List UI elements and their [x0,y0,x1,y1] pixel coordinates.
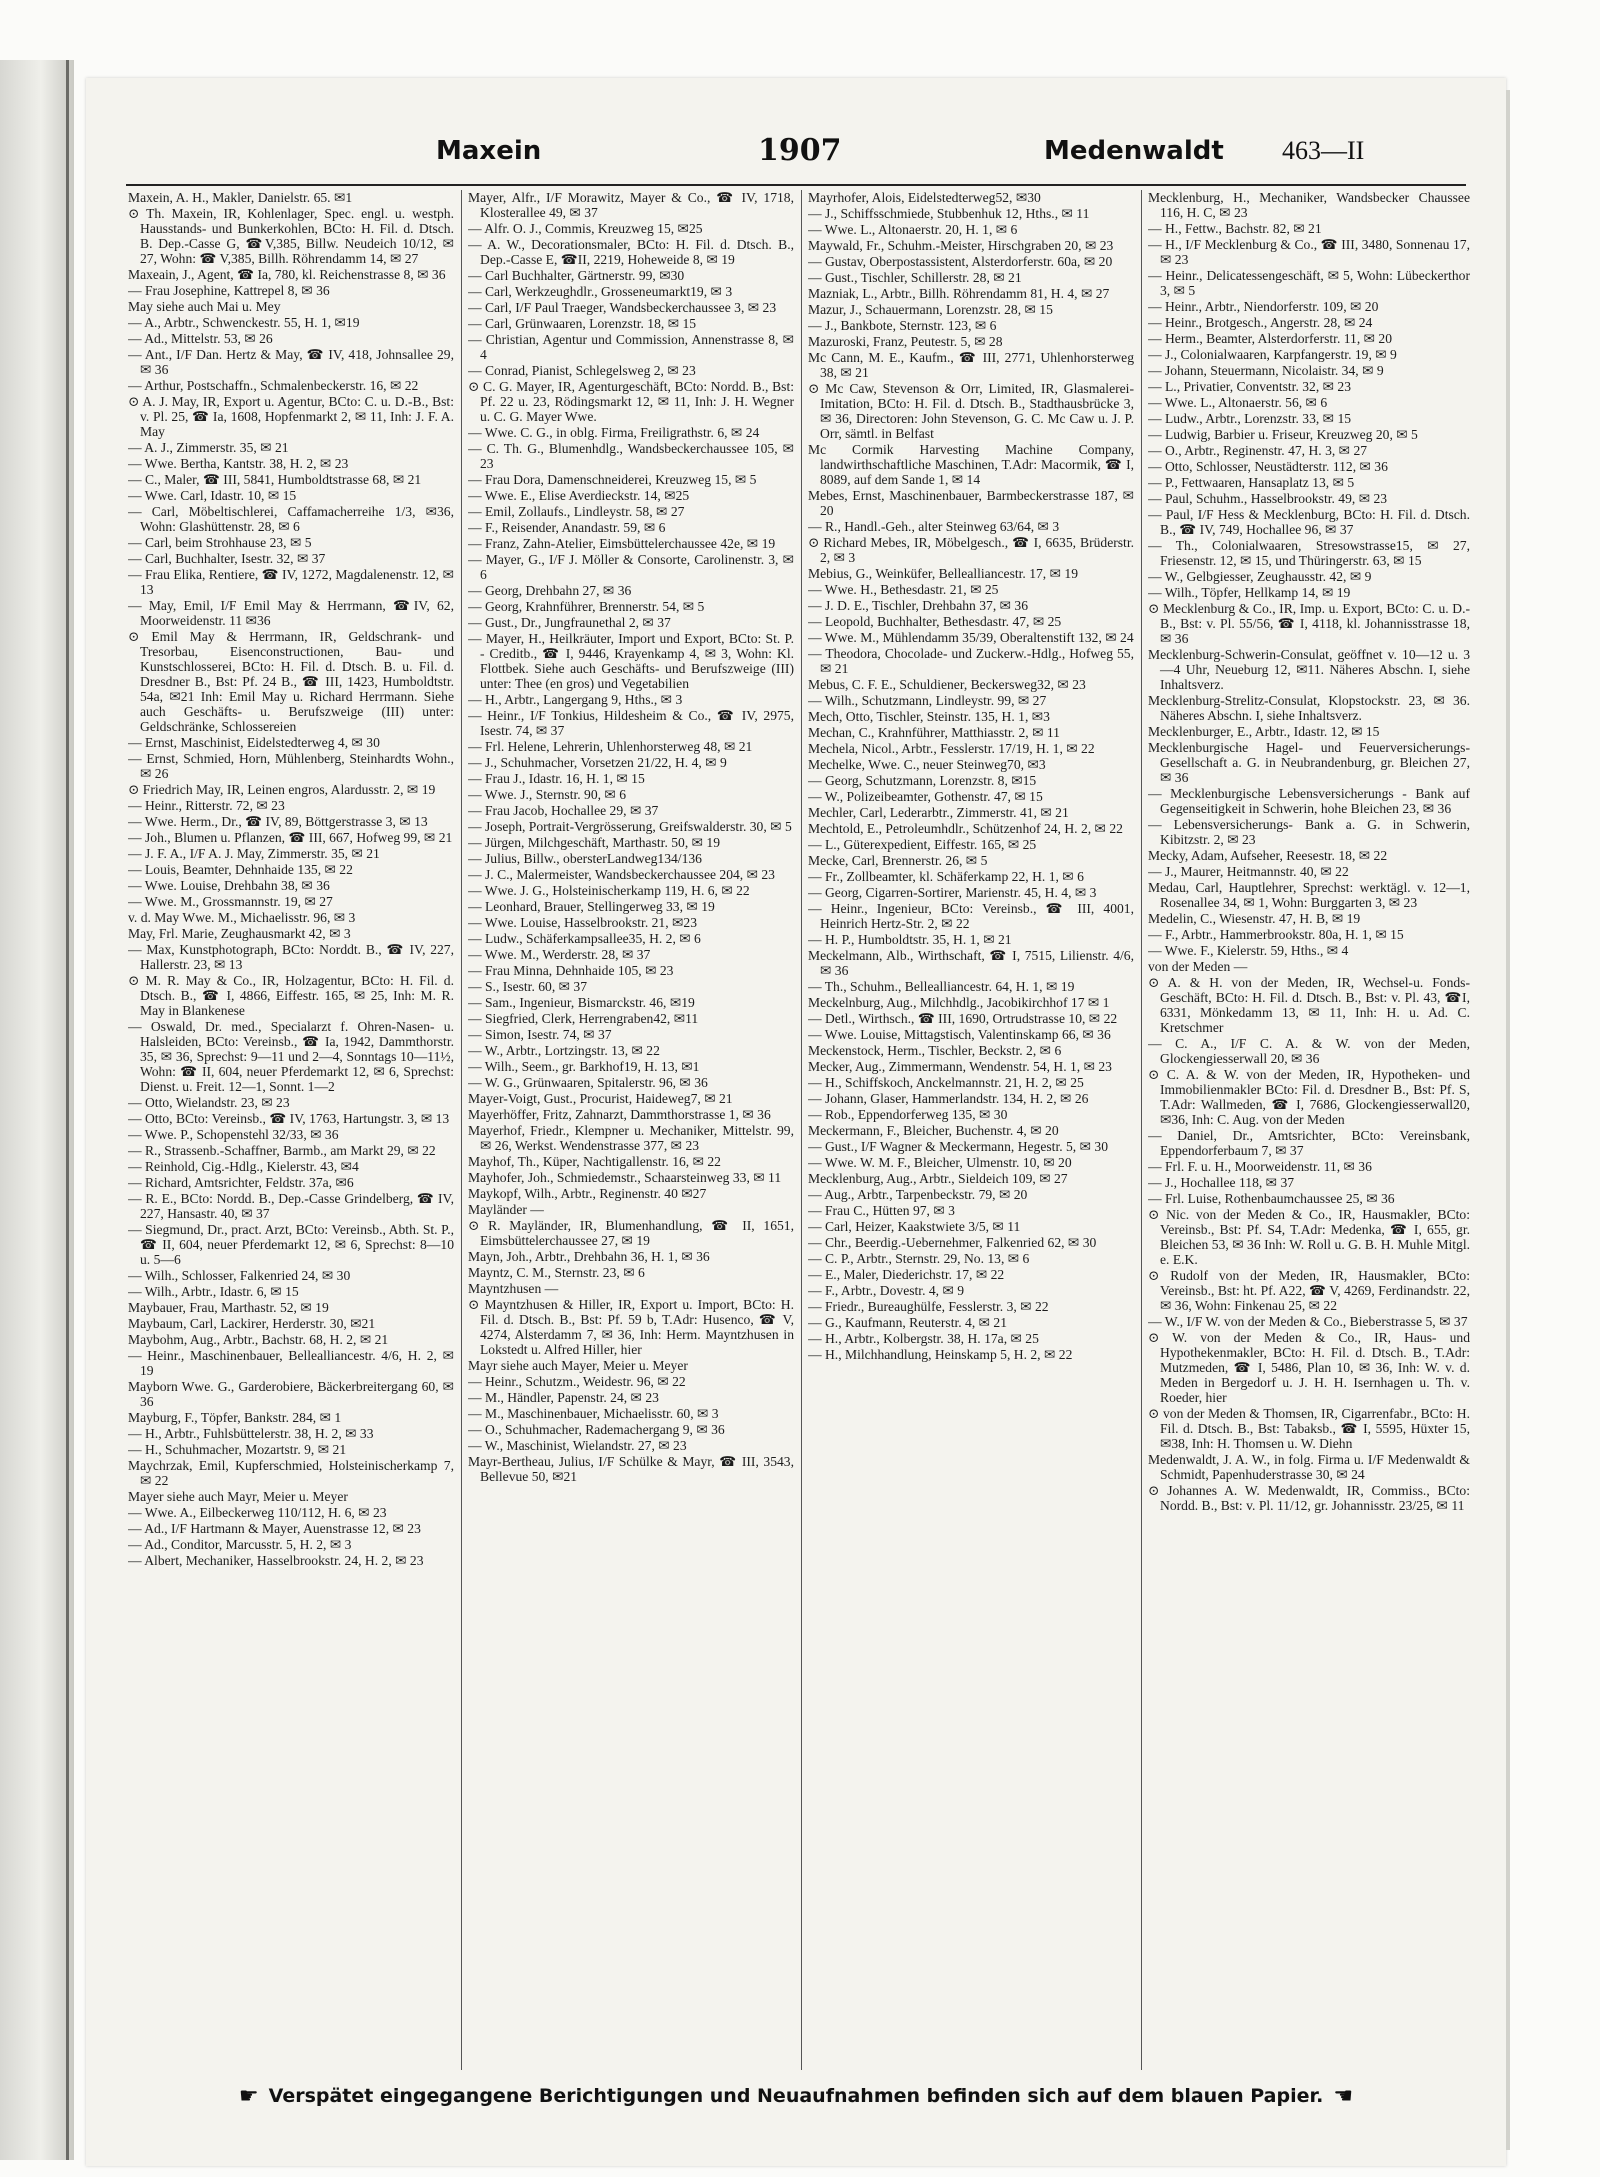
directory-entry: — W., I/F W. von der Meden & Co., Bieberstrasse 5, ✉ 37 [1148,1314,1468,1329]
book-spine [0,60,74,2160]
directory-entry: Mayntzhusen — [468,1281,559,1296]
header-first-entry: Maxein [436,136,542,166]
directory-entry: Mayburg, F., Töpfer, Bankstr. 284, ✉ 1 [128,1410,342,1425]
directory-entry: v. d. May Wwe. M., Michaelisstr. 96, ✉ 3 [128,910,356,925]
directory-entry: Maybohm, Aug., Arbtr., Bachstr. 68, H. 2, ✉ 21 [128,1332,389,1347]
directory-entry: — C. Th. G., Blumenhdlg., Wandsbeckerchaussee 105, ✉ 23 [468,441,794,471]
directory-entry: Mechtold, E., Petroleumhdlr., Schützenhof 24, H. 2, ✉ 22 [808,821,1123,836]
directory-entry: — Ant., I/F Dan. Hertz & May, ☎ IV, 418, Johnsallee 29, ✉ 36 [128,347,454,377]
directory-entry: Maychrzak, Emil, Kupferschmied, Holsteinischerkamp 7, ✉ 22 [128,1458,454,1488]
directory-entry: Maybaum, Carl, Lackirer, Herderstr. 30, ✉21 [128,1316,376,1331]
directory-entry: — H., I/F Mecklenburg & Co., ☎ III, 3480, Sonnenau 17, ✉ 23 [1148,237,1470,267]
directory-entry: Mecklenburger, E., Arbtr., Idastr. 12, ✉ 15 [1148,724,1380,739]
directory-entry: ⊙ M. R. May & Co., IR, Holzagentur, BCto: H. Fil. d. Dtsch. B., ☎ I, 4866, Eiffestr. 165, ✉ 25, Inh: M. R. May in Blankenese [128,973,454,1018]
directory-entry: — Frau C., Hütten 97, ✉ 3 [808,1203,955,1218]
directory-entry: — Ernst, Schmied, Horn, Mühlenberg, Steinhardts Wohn., ✉ 26 [128,751,454,781]
directory-entry: — W., Gelbgiesser, Zeughausstr. 42, ✉ 9 [1148,569,1372,584]
directory-entry: Mayr siehe auch Mayer, Meier u. Meyer [468,1358,688,1373]
directory-entry: — Frau Dora, Damenschneiderei, Kreuzweg 15, ✉ 5 [468,472,757,487]
directory-entry: — Franz, Zahn-Atelier, Eimsbüttelerchaussee 42e, ✉ 19 [468,536,776,551]
directory-entry: — Wwe. C. G., in oblg. Firma, Freiligrathstr. 6, ✉ 24 [468,425,760,440]
directory-entry: Meckenstock, Herm., Tischler, Beckstr. 2, ✉ 6 [808,1043,1062,1058]
directory-entry: — Detl., Wirthsch., ☎ III, 1690, Ortrudstrasse 10, ✉ 22 [808,1011,1118,1026]
directory-entry: — Wwe. M., Werderstr. 28, ✉ 37 [468,947,651,962]
directory-entry: Mecklenburg-Strelitz-Consulat, Klopstockstr. 23, ✉ 36. Näheres Abschn. I, siehe Inhaltsverz. [1148,693,1470,723]
directory-entry: — Paul, Schuhm., Hasselbrookstr. 49, ✉ 23 [1148,491,1388,506]
directory-entry: ⊙ Mayntzhusen & Hiller, IR, Export u. Import, BCto: H. Fil. d. Dtsch. B., Bst: Pf. 59 b, T.Adr: Husenco, ☎ V, 4274, Alsterdamm 7, ✉ 36, Inh: Herm. Mayntzhusen in Lokstedt u. Alfred Hiller, hier [468,1297,794,1357]
directory-entry: — P., Fettwaaren, Hansaplatz 13, ✉ 5 [1148,475,1355,490]
directory-entry: Meckelmann, Alb., Wirthschaft, ☎ I, 7515, Lilienstr. 4/6, ✉ 36 [808,948,1134,978]
directory-entry: — Carl, Heizer, Kaakstwiete 3/5, ✉ 11 [808,1219,1021,1234]
directory-entry: May siehe auch Mai u. Mey [128,299,281,314]
column-4 [1148,190,1470,2070]
directory-entry: — Otto, Wielandstr. 23, ✉ 23 [128,1095,290,1110]
directory-entry: Mayer, Alfr., I/F Morawitz, Mayer & Co., ☎ IV, 1718, Klosterallee 49, ✉ 37 [468,190,794,220]
directory-entry: — C. P., Arbtr., Sternstr. 29, No. 13, ✉ 6 [808,1251,1030,1266]
directory-entry: — Wilh., Arbtr., Idastr. 6, ✉ 15 [128,1284,299,1299]
page-footer-notice [126,2084,1466,2114]
directory-entry: — Julius, Billw., obersterLandweg134/136 [468,851,702,866]
directory-entry: — W., Polizeibeamter, Gothenstr. 47, ✉ 15 [808,789,1043,804]
directory-entry: — Albert, Mechaniker, Hasselbrookstr. 24, H. 2, ✉ 23 [128,1553,424,1568]
directory-entry: — R., Handl.-Geh., alter Steinweg 63/64, ✉ 3 [808,519,1060,534]
directory-entry: — Wwe. W. M. F., Bleicher, Ulmenstr. 10, ✉ 20 [808,1155,1072,1170]
directory-entry: Mechler, Carl, Lederarbtr., Zimmerstr. 41, ✉ 21 [808,805,1069,820]
directory-entry: Meckelnburg, Aug., Milchhdlg., Jacobikirchhof 17 ✉ 1 [808,995,1110,1010]
directory-entry: — H., Schiffskoch, Anckelmannstr. 21, H. 2, ✉ 25 [808,1075,1084,1090]
directory-entry: — Wwe. J., Sternstr. 90, ✉ 6 [468,787,627,802]
directory-entry: ⊙ Emil May & Herrmann, IR, Geldschrank- und Tresorbau, Eisenconstructionen, Bau- und Kunstschlosserei, BCto: H. Fil. d. Dtsch. B. u. Fil. d. Dresdner B., Bst: Pf. 24 B., ☎ III, 1423, Humboldtstr. 54a, ✉21 Inh: Emil May u. Richard Herrmann. Siehe auch Geschäfts- u. Berufszweige (III) unter: Geldschränke, Schlossereien [128,629,454,734]
directory-entry: Meckermann, F., Bleicher, Buchenstr. 4, ✉ 20 [808,1123,1059,1138]
directory-entry: ⊙ Friedrich May, IR, Leinen engros, Alardusstr. 2, ✉ 19 [128,782,436,797]
directory-entry: — O., Arbtr., Reginenstr. 47, H. 3, ✉ 27 [1148,443,1368,458]
directory-entry: — Wwe. F., Kielerstr. 59, Hths., ✉ 4 [1148,943,1349,958]
directory-entry: — Siegfried, Clerk, Herrengraben42, ✉11 [468,1011,699,1026]
directory-entry: Mech, Otto, Tischler, Steinstr. 135, H. 1, ✉3 [808,709,1050,724]
directory-entry: — Conrad, Pianist, Schlegelsweg 2, ✉ 23 [468,363,696,378]
directory-entry: — Johann, Glaser, Hammerlandstr. 134, H. 2, ✉ 26 [808,1091,1089,1106]
directory-entry: ⊙ C. A. & W. von der Meden, IR, Hypotheken- und Immobilienmakler BCto: Fil. d. Dresdner B., Bst: Pf. S, T.Adr: Wallmeden, ☎ I, 7686, Glockengiesserwall20, ✉36, Inh: C. Aug. von der Meden [1148,1067,1470,1127]
directory-entry: Mayn, Joh., Arbtr., Drehbahn 36, H. 1, ✉ 36 [468,1249,710,1264]
directory-entry: — Heinr., Schutzm., Weidestr. 96, ✉ 22 [468,1374,686,1389]
directory-entry: Maywald, Fr., Schuhm.-Meister, Hirschgraben 20, ✉ 23 [808,238,1114,253]
directory-entry: — Jürgen, Milchgeschäft, Marthastr. 50, ✉ 19 [468,835,721,850]
directory-entry: — L., Privatier, Conventstr. 32, ✉ 23 [1148,379,1352,394]
directory-entry: Mecklenburg, Aug., Arbtr., Sieldeich 109, ✉ 27 [808,1171,1068,1186]
directory-entry: — J., Colonialwaaren, Karpfangerstr. 19, ✉ 9 [1148,347,1397,362]
directory-entry: — Frau Minna, Dehnhaide 105, ✉ 23 [468,963,674,978]
directory-entry: — Wilh., Töpfer, Hellkamp 14, ✉ 19 [1148,585,1351,600]
directory-entry: — R. E., BCto: Nordd. B., Dep.-Casse Grindelberg, ☎ IV, 227, Hansastr. 40, ✉ 37 [128,1191,454,1221]
directory-entry: — Alfr. O. J., Commis, Kreuzweg 15, ✉25 [468,221,703,236]
directory-entry: Maxeain, J., Agent, ☎ Ia, 780, kl. Reichenstrasse 8, ✉ 36 [128,267,446,282]
directory-entry: Medelin, C., Wiesenstr. 47, H. B, ✉ 19 [1148,911,1361,926]
directory-entry: Mayborn Wwe. G., Garderobiere, Bäckerbreitergang 60, ✉ 36 [128,1379,454,1409]
directory-entry: — Wwe. J. G., Holsteinischerkamp 119, H. 6, ✉ 22 [468,883,750,898]
directory-entry: — Otto, Schlosser, Neustädterstr. 112, ✉ 36 [1148,459,1388,474]
directory-page [86,78,1506,2166]
directory-entry: Mayrhofer, Alois, Eidelstedterweg52, ✉30 [808,190,1041,205]
directory-entry: Maykopf, Wilh., Arbtr., Reginenstr. 40 ✉27 [468,1186,707,1201]
directory-entry: — W., Maschinist, Wielandstr. 27, ✉ 23 [468,1438,687,1453]
directory-entry: ⊙ C. G. Mayer, IR, Agenturgeschäft, BCto: Nordd. B., Bst: Pf. 22 u. 23, Rödingsmarkt 12, ✉ 11, Inh: J. H. Wegner u. C. G. Mayer Wwe. [468,379,794,424]
directory-entry: — Heinr., Brotgesch., Angerstr. 28, ✉ 24 [1148,315,1373,330]
directory-entry: — Frau Elika, Rentiere, ☎ IV, 1272, Magdalenenstr. 12, ✉ 13 [128,567,454,597]
directory-entry: — W. G., Grünwaaren, Spitalerstr. 96, ✉ 36 [468,1075,708,1090]
directory-entry: — L., Güterexpedient, Eiffestr. 165, ✉ 25 [808,837,1037,852]
directory-entry: May, Frl. Marie, Zeughausmarkt 42, ✉ 3 [128,926,351,941]
directory-entry: — Frl. Luise, Rothenbaumchaussee 25, ✉ 36 [1148,1191,1395,1206]
directory-entry: — A., Arbtr., Schwenckestr. 55, H. 1, ✉19 [128,315,360,330]
directory-entry: Mayhof, Th., Küper, Nachtigallenstr. 16, ✉ 22 [468,1154,721,1169]
directory-entry: Maxein, A. H., Makler, Danielstr. 65. ✉1 [128,190,353,205]
directory-entry: — H., Milchhandlung, Heinskamp 5, H. 2, ✉ 22 [808,1347,1073,1362]
directory-entry: Mayr-Bertheau, Julius, I/F Schülke & Mayr, ☎ III, 3543, Bellevue 50, ✉21 [468,1454,794,1484]
directory-entry: — Carl, beim Strohhause 23, ✉ 5 [128,535,312,550]
directory-entry: — Ad., Conditor, Marcusstr. 5, H. 2, ✉ 3 [128,1537,352,1552]
directory-entry: — H. P., Humboldtstr. 35, H. 1, ✉ 21 [808,932,1012,947]
directory-entry: — H., Fettw., Bachstr. 82, ✉ 21 [1148,221,1322,236]
directory-entry: ⊙ Th. Maxein, IR, Kohlenlager, Spec. engl. u. westph. Hausstands- und Bunkerkohlen, BCto: H. Fil. d. Dtsch. B. Dep.-Casse G, ☎V,385, Billw. Neudeich 10/12, ✉ 27, Wohn: ☎ V,385, Billh. Röhrendamm 14, ✉ 27 [128,206,454,266]
directory-entry: — H., Arbtr., Fuhlsbüttelerstr. 38, H. 2, ✉ 33 [128,1426,374,1441]
directory-entry: Medenwaldt, J. A. W., in folg. Firma u. I/F Medenwaldt & Schmidt, Papenhuderstrasse 30, ✉ 24 [1148,1452,1470,1482]
directory-entry: — O., Schuhmacher, Rademachergang 9, ✉ 36 [468,1422,725,1437]
directory-entry: — F., Arbtr., Hammerbrookstr. 80a, H. 1, ✉ 15 [1148,927,1404,942]
directory-entry: — Rob., Eppendorferweg 135, ✉ 30 [808,1107,1008,1122]
directory-entry: — Ludwig, Barbier u. Friseur, Kreuzweg 20, ✉ 5 [1148,427,1418,442]
directory-entry: Mechela, Nicol., Arbtr., Fesslerstr. 17/19, H. 1, ✉ 22 [808,741,1095,756]
directory-entry: — Leopold, Buchhalter, Bethesdastr. 47, ✉ 25 [808,614,1062,629]
directory-entry: ⊙ R. Mayländer, IR, Blumenhandlung, ☎ II, 1651, Eimsbüttelerchaussee 27, ✉ 19 [468,1218,794,1248]
directory-entry: ⊙ von der Meden & Thomsen, IR, Cigarrenfabr., BCto: H. Fil. d. Dtsch. B., Bst: Tabaksb., ☎ I, 5595, Hüxter 15, ✉38, Inh: H. Thomsen u. W. Diehn [1148,1406,1470,1451]
directory-entry: ⊙ A. J. May, IR, Export u. Agentur, BCto: C. u. D.-B., Bst: v. Pl. 25, ☎ Ia, 1608, Hopfenmarkt 2, ✉ 11, Inh: J. F. A. May [128,394,454,439]
directory-entry: — Sam., Ingenieur, Bismarckstr. 46, ✉19 [468,995,695,1010]
directory-entry: — Simon, Isestr. 74, ✉ 37 [468,1027,612,1042]
directory-entry: — J., Bankbote, Sternstr. 123, ✉ 6 [808,318,997,333]
directory-entry: Mecky, Adam, Aufseher, Reesestr. 18, ✉ 22 [1148,848,1388,863]
directory-entry: — Heinr., Delicatessengeschäft, ✉ 5, Wohn: Lübeckerthor 3, ✉ 5 [1148,268,1470,298]
directory-entry: — J. F. A., I/F A. J. May, Zimmerstr. 35, ✉ 21 [128,846,380,861]
directory-entry: — Frl. Helene, Lehrerin, Uhlenhorsterweg 48, ✉ 21 [468,739,753,754]
directory-entry: — Heinr., Arbtr., Niendorferstr. 109, ✉ 20 [1148,299,1379,314]
directory-entry: — Georg, Schutzmann, Lorenzstr. 8, ✉15 [808,773,1037,788]
directory-entry: ⊙ W. von der Meden & Co., IR, Haus- und Hypothekenmakler, BCto: H. Fil. d. Dtsch. B., T.Adr: Mutzmeden, ☎ I, 5486, Plan 10, ✉ 36, Inh: W. v. d. Meden in Bergedorf u. J. H. H. Isernhagen u. Th. v. Roeder, hier [1148,1330,1470,1405]
directory-entry: — Heinr., Ingenieur, BCto: Vereinsb., ☎ III, 4001, Heinrich Hertz-Str. 2, ✉ 22 [808,901,1134,931]
directory-entry: — Wwe. Herm., Dr., ☎ IV, 89, Böttgerstrasse 3, ✉ 13 [128,814,428,829]
directory-entry: — Paul, I/F Hess & Mecklenburg, BCto: H. Fil. d. Dtsch. B., ☎ IV, 749, Hochallee 96, ✉ 37 [1148,507,1470,537]
directory-entry: Medau, Carl, Hauptlehrer, Sprechst: werktägl. v. 12—1, Rosenallee 34, ✉ 1, Wohn: Burggarten 3, ✉ 23 [1148,880,1470,910]
directory-entry: Mebius, G., Weinküfer, Bellealliancestr. 17, ✉ 19 [808,566,1078,581]
directory-entry: — Wwe. Bertha, Kantstr. 38, H. 2, ✉ 23 [128,456,349,471]
directory-entry: — Mayer, H., Heilkräuter, Import und Export, BCto: St. P. - Creditb., ☎ I, 9446, Krayenkamp 4, ✉ 3, Wohn: Kl. Flottbek. Siehe auch Geschäfts- und Berufszweige (III) unter: Thee (en gros) und Vegetabilien [468,631,794,691]
directory-entry: — R., Strassenb.-Schaffner, Barmb., am Markt 29, ✉ 22 [128,1143,436,1158]
directory-entry: — Carl, Möbeltischlerei, Caffamacherreihe 1/3, ✉36, Wohn: Glashüttenstr. 28, ✉ 6 [128,504,454,534]
directory-entry: — J., Schuhmacher, Vorsetzen 21/22, H. 4, ✉ 9 [468,755,727,770]
footer-text: Verspätet eingegangene Berichtigungen und Neuaufnahmen befinden sich auf dem blauen Papier. [268,2085,1324,2107]
directory-entry: — May, Emil, I/F Emil May & Herrmann, ☎IV, 62, Moorweidenstr. 11 ✉36 [128,598,454,628]
column-divider [801,190,802,2070]
column-1 [128,190,454,2070]
directory-entry: — Wilh., Schutzmann, Lindleystr. 99, ✉ 27 [808,693,1047,708]
directory-entry: — Joseph, Portrait-Vergrösserung, Greifswalderstr. 30, ✉ 5 [468,819,792,834]
directory-entry: — H., Arbtr., Langergang 9, Hths., ✉ 3 [468,692,683,707]
directory-entry: — M., Maschinenbauer, Michaelisstr. 60, ✉ 3 [468,1406,719,1421]
directory-entry: — Wwe. M., Mühlendamm 35/39, Oberaltenstift 132, ✉ 24 [808,630,1134,645]
directory-entry: Mayntz, C. M., Sternstr. 23, ✉ 6 [468,1265,645,1280]
directory-entry: — Wwe. H., Bethesdastr. 21, ✉ 25 [808,582,999,597]
directory-entry: Mebes, Ernst, Maschinenbauer, Barmbeckerstrasse 187, ✉ 20 [808,488,1134,518]
directory-entry: — Aug., Arbtr., Tarpenbeckstr. 79, ✉ 20 [808,1187,1028,1202]
spine-line [66,60,69,2160]
directory-entry: — Frau Josephine, Kattrepel 8, ✉ 36 [128,283,330,298]
directory-entry: — Max, Kunstphotograph, BCto: Norddt. B., ☎ IV, 227, Hallerstr. 23, ✉ 13 [128,942,454,972]
header-page-number: 463—II [1282,136,1365,165]
header-last-entry: Medenwaldt [1044,136,1224,166]
directory-entry: — J., Maurer, Heitmannstr. 40, ✉ 22 [1148,864,1349,879]
directory-entry: — M., Händler, Papenstr. 24, ✉ 23 [468,1390,659,1405]
pointing-hand-icon: ☛ [238,2084,259,2109]
directory-entry: — Wwe. M., Grossmannstr. 19, ✉ 27 [128,894,333,909]
directory-entry: — Heinr., Maschinenbauer, Bellealliancestr. 4/6, H. 2, ✉ 19 [128,1348,454,1378]
directory-entry: — S., Isestr. 60, ✉ 37 [468,979,588,994]
directory-entry: — F., Arbtr., Dovestr. 4, ✉ 9 [808,1283,965,1298]
directory-entry: — Louis, Beamter, Dehnhaide 135, ✉ 22 [128,862,353,877]
directory-entry: ⊙ Nic. von der Meden & Co., IR, Hausmakler, BCto: Vereinsb., Bst: Pf. S4, T.Adr: Medenka, ☎ I, 655, gr. Bleichen 53, ✉ 36 Inh: W. Roll u. G. B. H. Muhle Mitgl. e. E.K. [1148,1207,1470,1267]
directory-entry: — A. W., Decorationsmaler, BCto: H. Fil. d. Dtsch. B., Dep.-Casse E, ☎II, 2219, Hoheweide 8, ✉ 19 [468,237,794,267]
column-3 [808,190,1134,2070]
directory-entry: — Wwe. Louise, Mittagstisch, Valentinskamp 66, ✉ 36 [808,1027,1111,1042]
directory-entry: — Gust., I/F Wagner & Meckermann, Hegestr. 5, ✉ 30 [808,1139,1108,1154]
directory-entry: Mechelke, Wwe. C., neuer Steinweg70, ✉3 [808,757,1046,772]
directory-entry: — Oswald, Dr. med., Specialarzt f. Ohren-Nasen- u. Halsleiden, BCto: Vereinsb., ☎ Ia, 1942, Dammthorstr. 35, ✉ 36, Sprechst: 9—11 und 2—4, Sonntags 10—11½, Wohn: ☎ II, 604, neuer Pferdemarkt 12, ✉ 6, Sprechst: Dienst. u. Freit. 12—1, Sonnt. 1—2 [128,1019,454,1094]
directory-entry: Mebus, C. F. E., Schuldiener, Beckersweg32, ✉ 23 [808,677,1086,692]
directory-entry: Mayländer — [468,1202,544,1217]
directory-entry: — W., Arbtr., Lortzingstr. 13, ✉ 22 [468,1043,660,1058]
directory-entry: — Carl, I/F Paul Traeger, Wandsbeckerchaussee 3, ✉ 23 [468,300,777,315]
directory-entry: Mayer-Voigt, Gust., Procurist, Haideweg7, ✉ 21 [468,1091,733,1106]
directory-entry: — Frau J., Idastr. 16, H. 1, ✉ 15 [468,771,645,786]
directory-entry: ⊙ A. & H. von der Meden, IR, Wechsel-u. Fonds-Geschäft, BCto: H. Fil. d. Dtsch. B., Bst: v. Pl. 43, ☎I, 6331, Mönkedamm 13, ✉ 11, Inh: H. u. Ad. C. Kretschmer [1148,975,1470,1035]
directory-entry: Mazniak, L., Arbtr., Billh. Röhrendamm 81, H. 4, ✉ 27 [808,286,1110,301]
directory-entry: Mayerhof, Friedr., Klempner u. Mechaniker, Mittelstr. 99, ✉ 26, Werkst. Wendenstrasse 377, ✉ 23 [468,1123,794,1153]
directory-entry: — Frl. F. u. H., Moorweidenstr. 11, ✉ 36 [1148,1159,1372,1174]
directory-entry: Mecke, Carl, Brennerstr. 26, ✉ 5 [808,853,988,868]
page-header [86,133,1506,182]
directory-entry: Mecker, Aug., Zimmermann, Wendenstr. 54, H. 1, ✉ 23 [808,1059,1112,1074]
column-divider [1141,190,1142,2070]
directory-entry: Mechan, C., Krahnführer, Matthiasstr. 2, ✉ 11 [808,725,1060,740]
directory-entry: — H., Schuhmacher, Mozartstr. 9, ✉ 21 [128,1442,347,1457]
directory-entry: Mecklenburg, H., Mechaniker, Wandsbecker Chaussee 116, H. C, ✉ 23 [1148,190,1470,220]
directory-entry: — Gustav, Oberpostassistent, Alsterdorferstr. 60a, ✉ 20 [808,254,1113,269]
directory-entry: ⊙ Richard Mebes, IR, Möbelgesch., ☎ I, 6635, Brüderstr. 2, ✉ 3 [808,535,1134,565]
directory-entry: — Wwe. L., Altonaerstr. 20, H. 1, ✉ 6 [808,222,1018,237]
directory-entry: Mc Cann, M. E., Kaufm., ☎ III, 2771, Uhlenhorsterweg 38, ✉ 21 [808,350,1134,380]
directory-entry: — Georg, Krahnführer, Brennerstr. 54, ✉ 5 [468,599,705,614]
directory-entry: Mayer siehe auch Mayr, Meier u. Meyer [128,1489,348,1504]
directory-entry: — Leonhard, Brauer, Stellingerweg 33, ✉ 19 [468,899,715,914]
directory-entry: ⊙ Mc Caw, Stevenson & Orr, Limited, IR, Glasmalerei-Imitation, BCto: H. Fil. d. Dtsch. B., Stadthausbrücke 3, ✉ 36, Directoren: John Stevenson, G. C. Mc Caw u. J. P. Orr, sämtl. in Belfast [808,381,1134,441]
directory-entry: — Ernst, Maschinist, Eidelstedterweg 4, ✉ 30 [128,735,380,750]
directory-entry: — Wwe. E., Elise Averdieckstr. 14, ✉25 [468,488,690,503]
directory-entry: — Mecklenburgische Lebensversicherungs - Bank auf Gegenseitigkeit in Schwerin, hohe Bleichen 23, ✉ 36 [1148,786,1470,816]
directory-entry: — J. D. E., Tischler, Drehbahn 37, ✉ 36 [808,598,1029,613]
directory-entry: Mc Cormik Harvesting Machine Company, landwirthschaftliche Maschinen, T.Adr: Macormik, ☎ I, 8089, auf dem Sande 1, ✉ 14 [808,442,1134,487]
directory-entry: — Ad., I/F Hartmann & Mayer, Auenstrasse 12, ✉ 23 [128,1521,421,1536]
directory-entry: — Arthur, Postschaffn., Schmalenbeckerstr. 16, ✉ 22 [128,378,419,393]
directory-entry: — Wilh., Schlosser, Falkenried 24, ✉ 30 [128,1268,351,1283]
directory-entry: Mecklenburg-Schwerin-Consulat, geöffnet v. 10—12 u. 3—4 Uhr, Neueburg 12, ✉11. Näheres Abschn. I, siehe Inhaltsverz. [1148,647,1470,692]
directory-entry: — Georg, Cigarren-Sortirer, Marienstr. 45, H. 4, ✉ 3 [808,885,1097,900]
directory-entry: — Wwe. Louise, Drehbahn 38, ✉ 36 [128,878,330,893]
directory-entry: — J., Hochallee 118, ✉ 37 [1148,1175,1295,1190]
directory-entry: ⊙ Johannes A. W. Medenwaldt, IR, Commiss., BCto: Nordd. B., Bst: v. Pl. 11/12, gr. Johannisstr. 23/25, ✉ 11 [1148,1483,1470,1513]
directory-entry: — Otto, BCto: Vereinsb., ☎ IV, 1763, Hartungstr. 3, ✉ 13 [128,1111,450,1126]
directory-entry: — F., Reisender, Anandastr. 59, ✉ 6 [468,520,666,535]
directory-entry: — Wwe. A., Eilbeckerweg 110/112, H. 6, ✉ 23 [128,1505,387,1520]
directory-entry: — Heinr., Ritterstr. 72, ✉ 23 [128,798,285,813]
directory-entry: — E., Maler, Diederichstr. 17, ✉ 22 [808,1267,1005,1282]
directory-columns [128,190,1468,2070]
directory-entry: — Joh., Blumen u. Pflanzen, ☎ III, 667, Hofweg 99, ✉ 21 [128,830,453,845]
directory-entry: Mazuroski, Franz, Peutestr. 5, ✉ 28 [808,334,1003,349]
directory-entry: — Carl, Werkzeughdlr., Grosseneumarkt19, ✉ 3 [468,284,733,299]
directory-entry: — Ludw., Arbtr., Lorenzstr. 33, ✉ 15 [1148,411,1352,426]
directory-entry: von der Meden — [1148,959,1248,974]
directory-entry: — C., Maler, ☎ III, 5841, Humboldtstrasse 68, ✉ 21 [128,472,422,487]
column-divider [461,190,462,2070]
directory-entry: — Mayer, G., I/F J. Möller & Consorte, Carolinenstr. 3, ✉ 6 [468,552,794,582]
directory-entry: — A. J., Zimmerstr. 35, ✉ 21 [128,440,289,455]
directory-entry: — Heinr., I/F Tonkius, Hildesheim & Co., ☎ IV, 2975, Isestr. 74, ✉ 37 [468,708,794,738]
directory-entry: — Carl Buchhalter, Gärtnerstr. 99, ✉30 [468,268,685,283]
directory-entry: — Wilh., Seem., gr. Barkhof19, H. 13, ✉1 [468,1059,700,1074]
directory-entry: — Emil, Zollaufs., Lindleystr. 58, ✉ 27 [468,504,685,519]
directory-entry: — Gust., Tischler, Schillerstr. 28, ✉ 21 [808,270,1022,285]
directory-entry: — Christian, Agentur und Commission, Annenstrasse 8, ✉ 4 [468,332,794,362]
column-2 [468,190,794,2070]
directory-entry: — Friedr., Bureaughülfe, Fesslerstr. 3, ✉ 22 [808,1299,1049,1314]
directory-entry: — Fr., Zollbeamter, kl. Schäferkamp 22, H. 1, ✉ 6 [808,869,1084,884]
directory-entry: — Carl, Buchhalter, Isestr. 32, ✉ 37 [128,551,326,566]
directory-entry: — Carl, Grünwaaren, Lorenzstr. 18, ✉ 15 [468,316,697,331]
directory-entry: — Reinhold, Cig.-Hdlg., Kielerstr. 43, ✉4 [128,1159,359,1174]
directory-entry: ⊙ Mecklenburg & Co., IR, Imp. u. Export, BCto: C. u. D.-B., Bst: v. Pl. 55/56, ☎ I, 4118, kl. Johannisstrasse 18, ✉ 36 [1148,601,1470,646]
directory-entry: — Daniel, Dr., Amtsrichter, BCto: Vereinsbank, Eppendorferbaum 7, ✉ 37 [1148,1128,1470,1158]
directory-entry: — Theodora, Chocolade- und Zuckerw.-Hdlg., Hofweg 55, ✉ 21 [808,646,1134,676]
directory-entry: Maybauer, Frau, Marthastr. 52, ✉ 19 [128,1300,329,1315]
directory-entry: — Wwe. Louise, Hasselbrookstr. 21, ✉23 [468,915,697,930]
directory-entry: — Siegmund, Dr., pract. Arzt, BCto: Vereinsb., Abth. St. P., ☎ II, 604, neuer Pferdemarkt 12, ✉ 6, Sprechst: 8—10 u. 5—6 [128,1222,454,1267]
directory-entry: — J., Schiffsschmiede, Stubbenhuk 12, Hths., ✉ 11 [808,206,1090,221]
directory-entry: — Th., Schuhm., Bellealliancestr. 64, H. 1, ✉ 19 [808,979,1075,994]
directory-entry: — Chr., Beerdig.-Uebernehmer, Falkenried 62, ✉ 30 [808,1235,1097,1250]
header-rule [126,184,1466,186]
directory-entry: — Ludw., Schäferkampsallee35, H. 2, ✉ 6 [468,931,701,946]
page-edge [1506,90,1510,2150]
directory-entry: — Lebensversicherungs- Bank a. G. in Schwerin, Kibitzstr. 2, ✉ 23 [1148,817,1470,847]
directory-entry: — Herm., Beamter, Alsterdorferstr. 11, ✉ 20 [1148,331,1393,346]
directory-entry: — Georg, Drehbahn 27, ✉ 36 [468,583,632,598]
pointing-hand-icon: ☚ [1333,2084,1354,2109]
directory-entry: Mayhofer, Joh., Schmiedemstr., Schaarsteinweg 33, ✉ 11 [468,1170,782,1185]
directory-entry: — Ad., Mittelstr. 53, ✉ 26 [128,331,273,346]
directory-entry: — Johann, Steuermann, Nicolaistr. 34, ✉ 9 [1148,363,1384,378]
directory-entry: — Wwe. P., Schopenstehl 32/33, ✉ 36 [128,1127,339,1142]
directory-entry: — G., Kaufmann, Reuterstr. 4, ✉ 21 [808,1315,1008,1330]
directory-entry: — Gust., Dr., Jungfraunethal 2, ✉ 37 [468,615,671,630]
directory-entry: — Richard, Amtsrichter, Feldstr. 37a, ✉6 [128,1175,354,1190]
directory-entry: — J. C., Malermeister, Wandsbeckerchaussee 204, ✉ 23 [468,867,775,882]
directory-entry: — C. A., I/F C. A. & W. von der Meden, Glockengiesserwall 20, ✉ 36 [1148,1036,1470,1066]
directory-entry: Mayerhöffer, Fritz, Zahnarzt, Dammthorstrasse 1, ✉ 36 [468,1107,771,1122]
directory-entry: — Wwe. Carl, Idastr. 10, ✉ 15 [128,488,297,503]
directory-entry: — Wwe. L., Altonaerstr. 56, ✉ 6 [1148,395,1328,410]
directory-entry: Mecklenburgische Hagel- und Feuerversicherungs-Gesellschaft a. G. in Neubrandenburg, gr. Bleichen 27, ✉ 36 [1148,740,1470,785]
directory-entry: — Frau Jacob, Hochallee 29, ✉ 37 [468,803,659,818]
directory-entry: — H., Arbtr., Kolbergstr. 38, H. 17a, ✉ 25 [808,1331,1039,1346]
header-year: 1907 [758,133,842,168]
directory-entry: Mazur, J., Schauermann, Lorenzstr. 28, ✉ 15 [808,302,1053,317]
directory-entry: — Th., Colonialwaaren, Stresowstrasse15, ✉ 27, Friesenstr. 12, ✉ 15, und Thüringerstr. 63, ✉ 15 [1148,538,1470,568]
directory-entry: ⊙ Rudolf von der Meden, IR, Hausmakler, BCto: Vereinsb., Bst: ht. Pf. A22, ☎ V, 4269, Ferdinandstr. 22, ✉ 36, Wohn: Finkenau 25, ✉ 22 [1148,1268,1470,1313]
